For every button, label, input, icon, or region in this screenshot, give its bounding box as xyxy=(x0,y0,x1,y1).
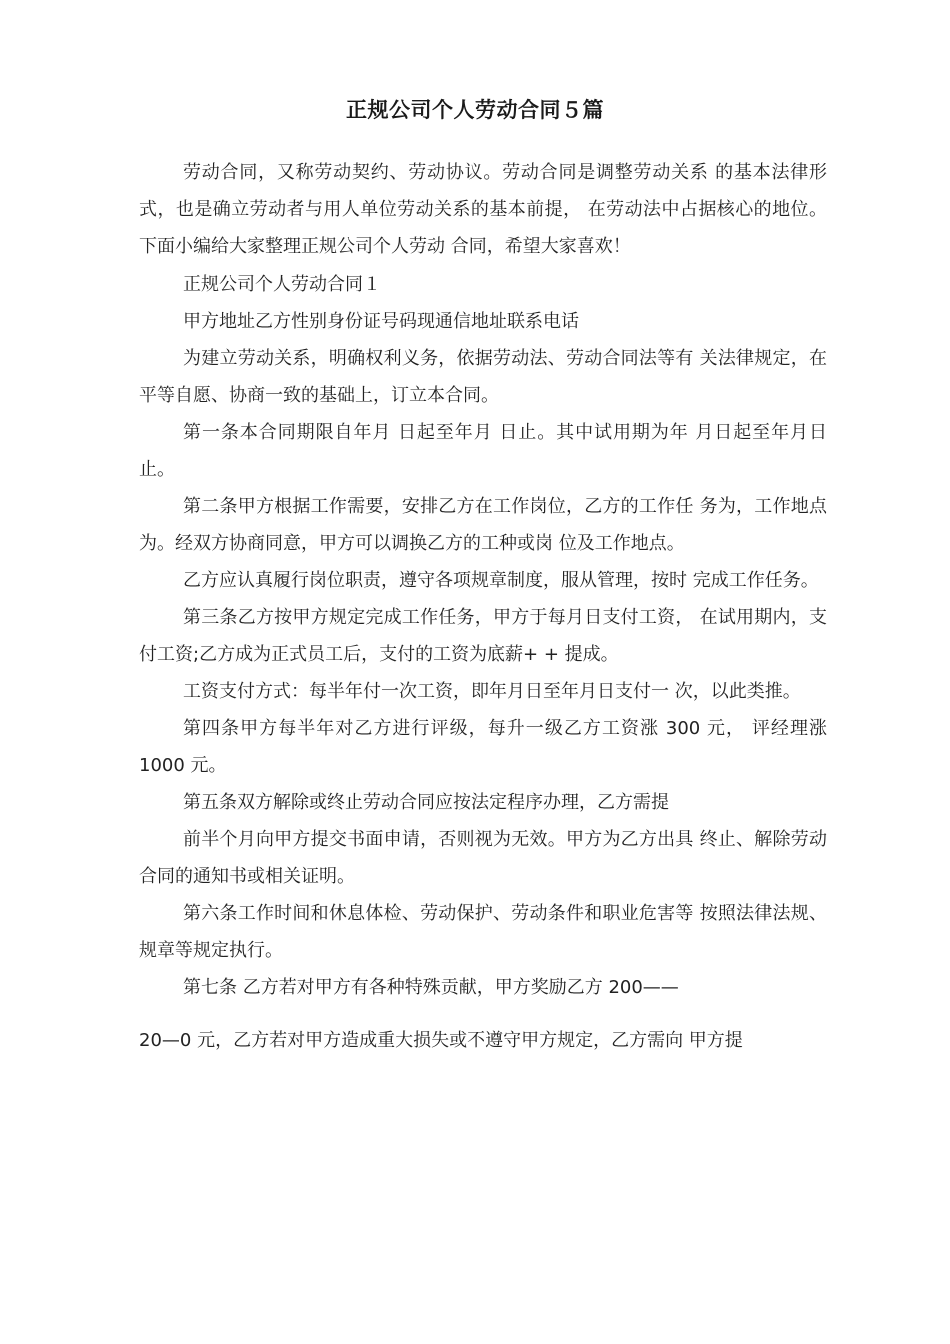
paragraph-article-5-cont: 前半个月向甲方提交书面申请，否则视为无效。甲方为乙方出具 终止、解除劳动合同的通知书或相关证明。 xyxy=(139,829,827,887)
paragraph-article-7: 第七条 乙方若对甲方有各种特殊贡献，甲方奖励乙方 200—— xyxy=(183,977,679,998)
paragraph-article-6: 第六条工作时间和休息体检、劳动保护、劳动条件和职业危害等 按照法律法规、规章等规定执行。 xyxy=(139,903,827,961)
paragraph-article-5: 第五条双方解除或终止劳动合同应按法定程序办理，乙方需提 xyxy=(183,792,669,813)
section-heading: 正规公司个人劳动合同１ xyxy=(183,274,381,295)
paragraph-payment-method: 工资支付方式：每半年付一次工资，即年月日至年月日支付一 次，以此类推。 xyxy=(183,681,801,702)
paragraph-article-3: 第三条乙方按甲方规定完成工作任务，甲方于每月日支付工资， 在试用期内，支付工资;乙方成为正式员工后，支付的工资为底薪+ + 提成。 xyxy=(139,607,827,665)
paragraph-article-1: 第一条本合同期限自年月 日起至年月 日止。其中试用期为年 月日起至年月日止。 xyxy=(139,422,827,480)
document-title: 正规公司个人劳动合同５篇 xyxy=(346,98,604,122)
paragraph-article-4: 第四条甲方每半年对乙方进行评级，每升一级乙方工资涨 300 元， 评经理涨 1000 元。 xyxy=(139,718,827,776)
paragraph-duties: 乙方应认真履行岗位职责，遵守各项规章制度，服从管理，按时 完成工作任务。 xyxy=(183,570,819,591)
document-body xyxy=(139,154,827,1059)
paragraph-article-2: 第二条甲方根据工作需要，安排乙方在工作岗位，乙方的工作任 务为，工作地点为。经双方协商同意，甲方可以调换乙方的工种或岗 位及工作地点。 xyxy=(139,496,827,554)
paragraph-article-7-cont: 20—0 元，乙方若对甲方造成重大损失或不遵守甲方规定，乙方需向 甲方提 xyxy=(139,1030,743,1051)
paragraph-intro: 劳动合同，又称劳动契约、劳动协议。劳动合同是调整劳动关系 的基本法律形式，也是确立劳动者与用人单位劳动关系的基本前提， 在劳动法中占据核心的地位。下面小编给大家整理正规公司个人劳动 合同，希望大家喜欢！ xyxy=(139,162,827,257)
paragraph-purpose: 为建立劳动关系，明确权利义务，依据劳动法、劳动合同法等有 关法律规定，在平等自愿、协商一致的基础上，订立本合同。 xyxy=(139,348,827,406)
paragraph-parties: 甲方地址乙方性别身份证号码现通信地址联系电话 xyxy=(183,311,579,332)
